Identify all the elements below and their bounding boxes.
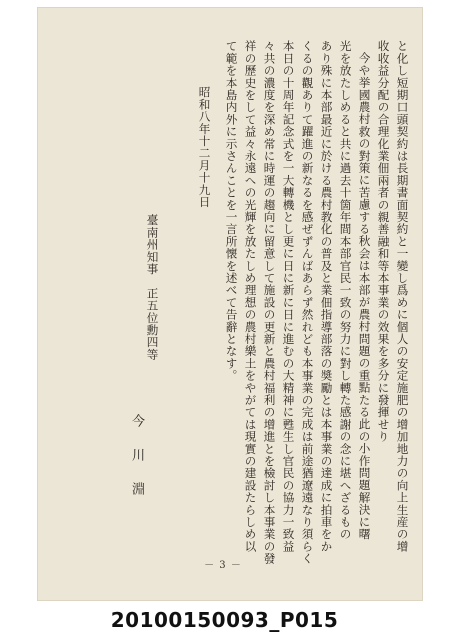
text-line-1: と化し短期口頭契約は長期書面契約と一變し爲めに個人の安定施肥の增加地力の向上生産の增 [395,40,410,553]
text-line-9: 祥の歷史をして益々永遠への光輝を放たしめ理想の農村樂土をやがては現實の建設たらしめ以 [243,40,258,553]
document-page [38,8,422,600]
text-line-7: 本日の十周年記念式を一大轉機とし更に日に新に日に進むの大精神に甦生し官民の協力一致益 [281,40,296,553]
image-caption: 20100150093_P015 [110,608,339,632]
signatory-title: 臺南州知事 正五位勳四等 [145,214,160,361]
text-line-5: あり殊に本部最近に於ける農村教化の普及と業佃指導部落の奬勵とは本事業の達成に拍車をか [319,40,334,553]
text-line-8: 々共の濃度を深め常に時運の趨向に留意して施設の更新と農村福利の增進とを檢討し本事業の發 [262,40,277,565]
signatory-name: 今 川 淵 [129,414,144,499]
page-number: － 3 － [204,560,242,571]
text-line-10: て範を本島内外に示さんことを一言所懐を述べて告辭となす。 [224,40,239,382]
text-line-2: 收收益分配の合理化業佃兩者の親善融和等本事業の效果を多分に發揮せり [376,40,391,443]
document-date: 昭和八年十二月十九日 [197,86,212,208]
text-line-3: 今や挙國農村救の對策に苦慮する秋会は本部が農村問題の重點たる此の小作問題解決に曙 [357,52,372,540]
text-line-6: くるの觀ありて躍進の新なるを感ぜずんばあらず然れども本事業の完成は前途猶遼遠なり須らく [300,40,315,565]
text-line-4: 光を放たしめると共に過去十箇年間本部官民一致の努力に對し轉た感謝の念に堪へざるもの [338,40,353,541]
